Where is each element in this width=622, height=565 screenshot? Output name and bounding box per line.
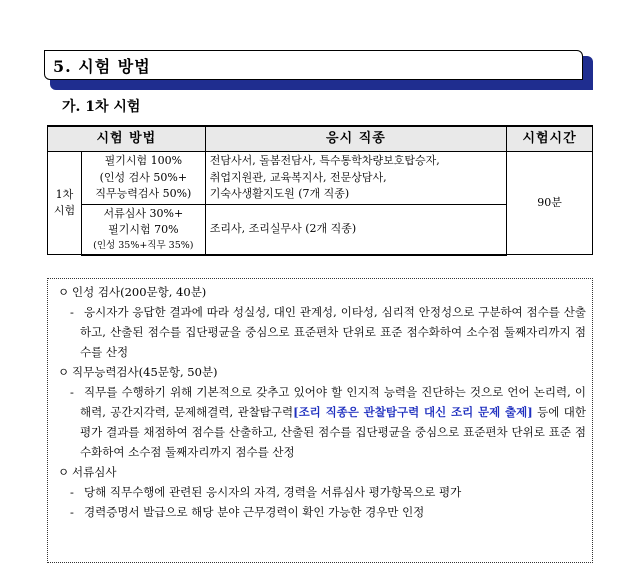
method-line: (인성 검사 50%+ xyxy=(99,170,188,184)
exam-method-table xyxy=(47,125,593,256)
method-line: 필기시험 70% xyxy=(108,223,179,236)
duration-cell: 90분 xyxy=(507,152,593,255)
dash-icon: - xyxy=(70,305,74,319)
note-text: 직무를 수행하기 위해 기본적으로 갖추고 있어야 할 인지적 능력을 진단하는 것으로 언어 논리력, 이해력, 공간지각력, 문제해결력, 관찰탐구력 xyxy=(80,385,586,419)
note-body-personality xyxy=(64,302,586,362)
note-text: 경력증명서 발급으로 해당 분야 근무경력이 확인 가능한 경우만 인정 xyxy=(84,505,425,519)
method-line: 필기시험 100% xyxy=(104,154,183,167)
header-exam-time: 시험시간 xyxy=(507,126,593,152)
section-header xyxy=(44,50,594,92)
note-body-document-review-1 xyxy=(64,482,586,502)
note-highlight: [조리 직종은 관찰탐구력 대신 조리 문제 출제] xyxy=(293,405,533,419)
note-heading-competency xyxy=(54,362,586,382)
note-text: 당해 직무수행에 관련된 응시자의 자격, 경력을 서류심사 평가항목으로 평가 xyxy=(84,485,462,499)
jobs-line: 기숙사생활지도원 (7개 직종) xyxy=(209,187,350,200)
note-heading-document-review xyxy=(54,462,586,482)
method-line: 직무능력검사 50%) xyxy=(95,187,192,200)
bullet-icon: ㅇ xyxy=(58,285,70,299)
note-body-document-review-2 xyxy=(64,502,586,522)
note-heading-personality xyxy=(54,282,586,302)
dash-icon: - xyxy=(70,385,74,399)
jobs-cell-cook xyxy=(205,204,506,255)
note-title: 인성 검사(200문항, 40분) xyxy=(72,285,207,299)
note-text: 등에 대한 평가 결과를 채점하여 점수를 산출하고, 산출된 점수를 집단평균을 중심으로 표준편차 단위로 표준 점수화하여 소수점 둘째자리까지 점수를 산정 xyxy=(80,405,586,459)
dash-icon: - xyxy=(70,485,74,499)
header-exam-method: 시험 방법 xyxy=(48,126,206,152)
note-body-competency xyxy=(64,382,586,462)
method-cell-document xyxy=(81,204,205,255)
method-cell-written xyxy=(81,152,205,205)
jobs-line: 전담사서, 돌봄전담사, 특수통학차량보호탑승자, xyxy=(209,154,440,167)
jobs-line: 조리사, 조리실무사 (2개 직종) xyxy=(209,221,357,235)
note-title: 직무능력검사(45문항, 50분) xyxy=(72,365,218,379)
jobs-cell-seven xyxy=(205,152,506,205)
note-title: 서류심사 xyxy=(72,465,117,479)
method-line: (인성 35%+직무 35%) xyxy=(93,239,194,251)
note-text: 응시자가 응답한 결과에 따라 성실성, 대인 관계성, 이타성, 심리적 안정성으로 구분하여 점수를 산출하고, 산출된 점수를 집단평균을 중심으로 표준편차 단위로 표준 점수화하여 소수점 둘째자리까지 점수를 산정 xyxy=(80,305,586,359)
dash-icon: - xyxy=(70,505,74,519)
notes-box xyxy=(47,278,593,563)
jobs-line: 취업지원관, 교육복지사, 전문상담사, xyxy=(209,170,387,184)
stage-label: 1차 시험 xyxy=(48,152,82,255)
subsection-title: 가. 1차 시험 xyxy=(62,99,141,115)
bullet-icon: ㅇ xyxy=(58,465,70,479)
bullet-icon: ㅇ xyxy=(58,365,70,379)
header-job-type: 응시 직종 xyxy=(205,126,506,152)
section-title: 5. 시험 방법 xyxy=(44,50,583,80)
method-line: 서류심사 30%+ xyxy=(103,206,184,220)
